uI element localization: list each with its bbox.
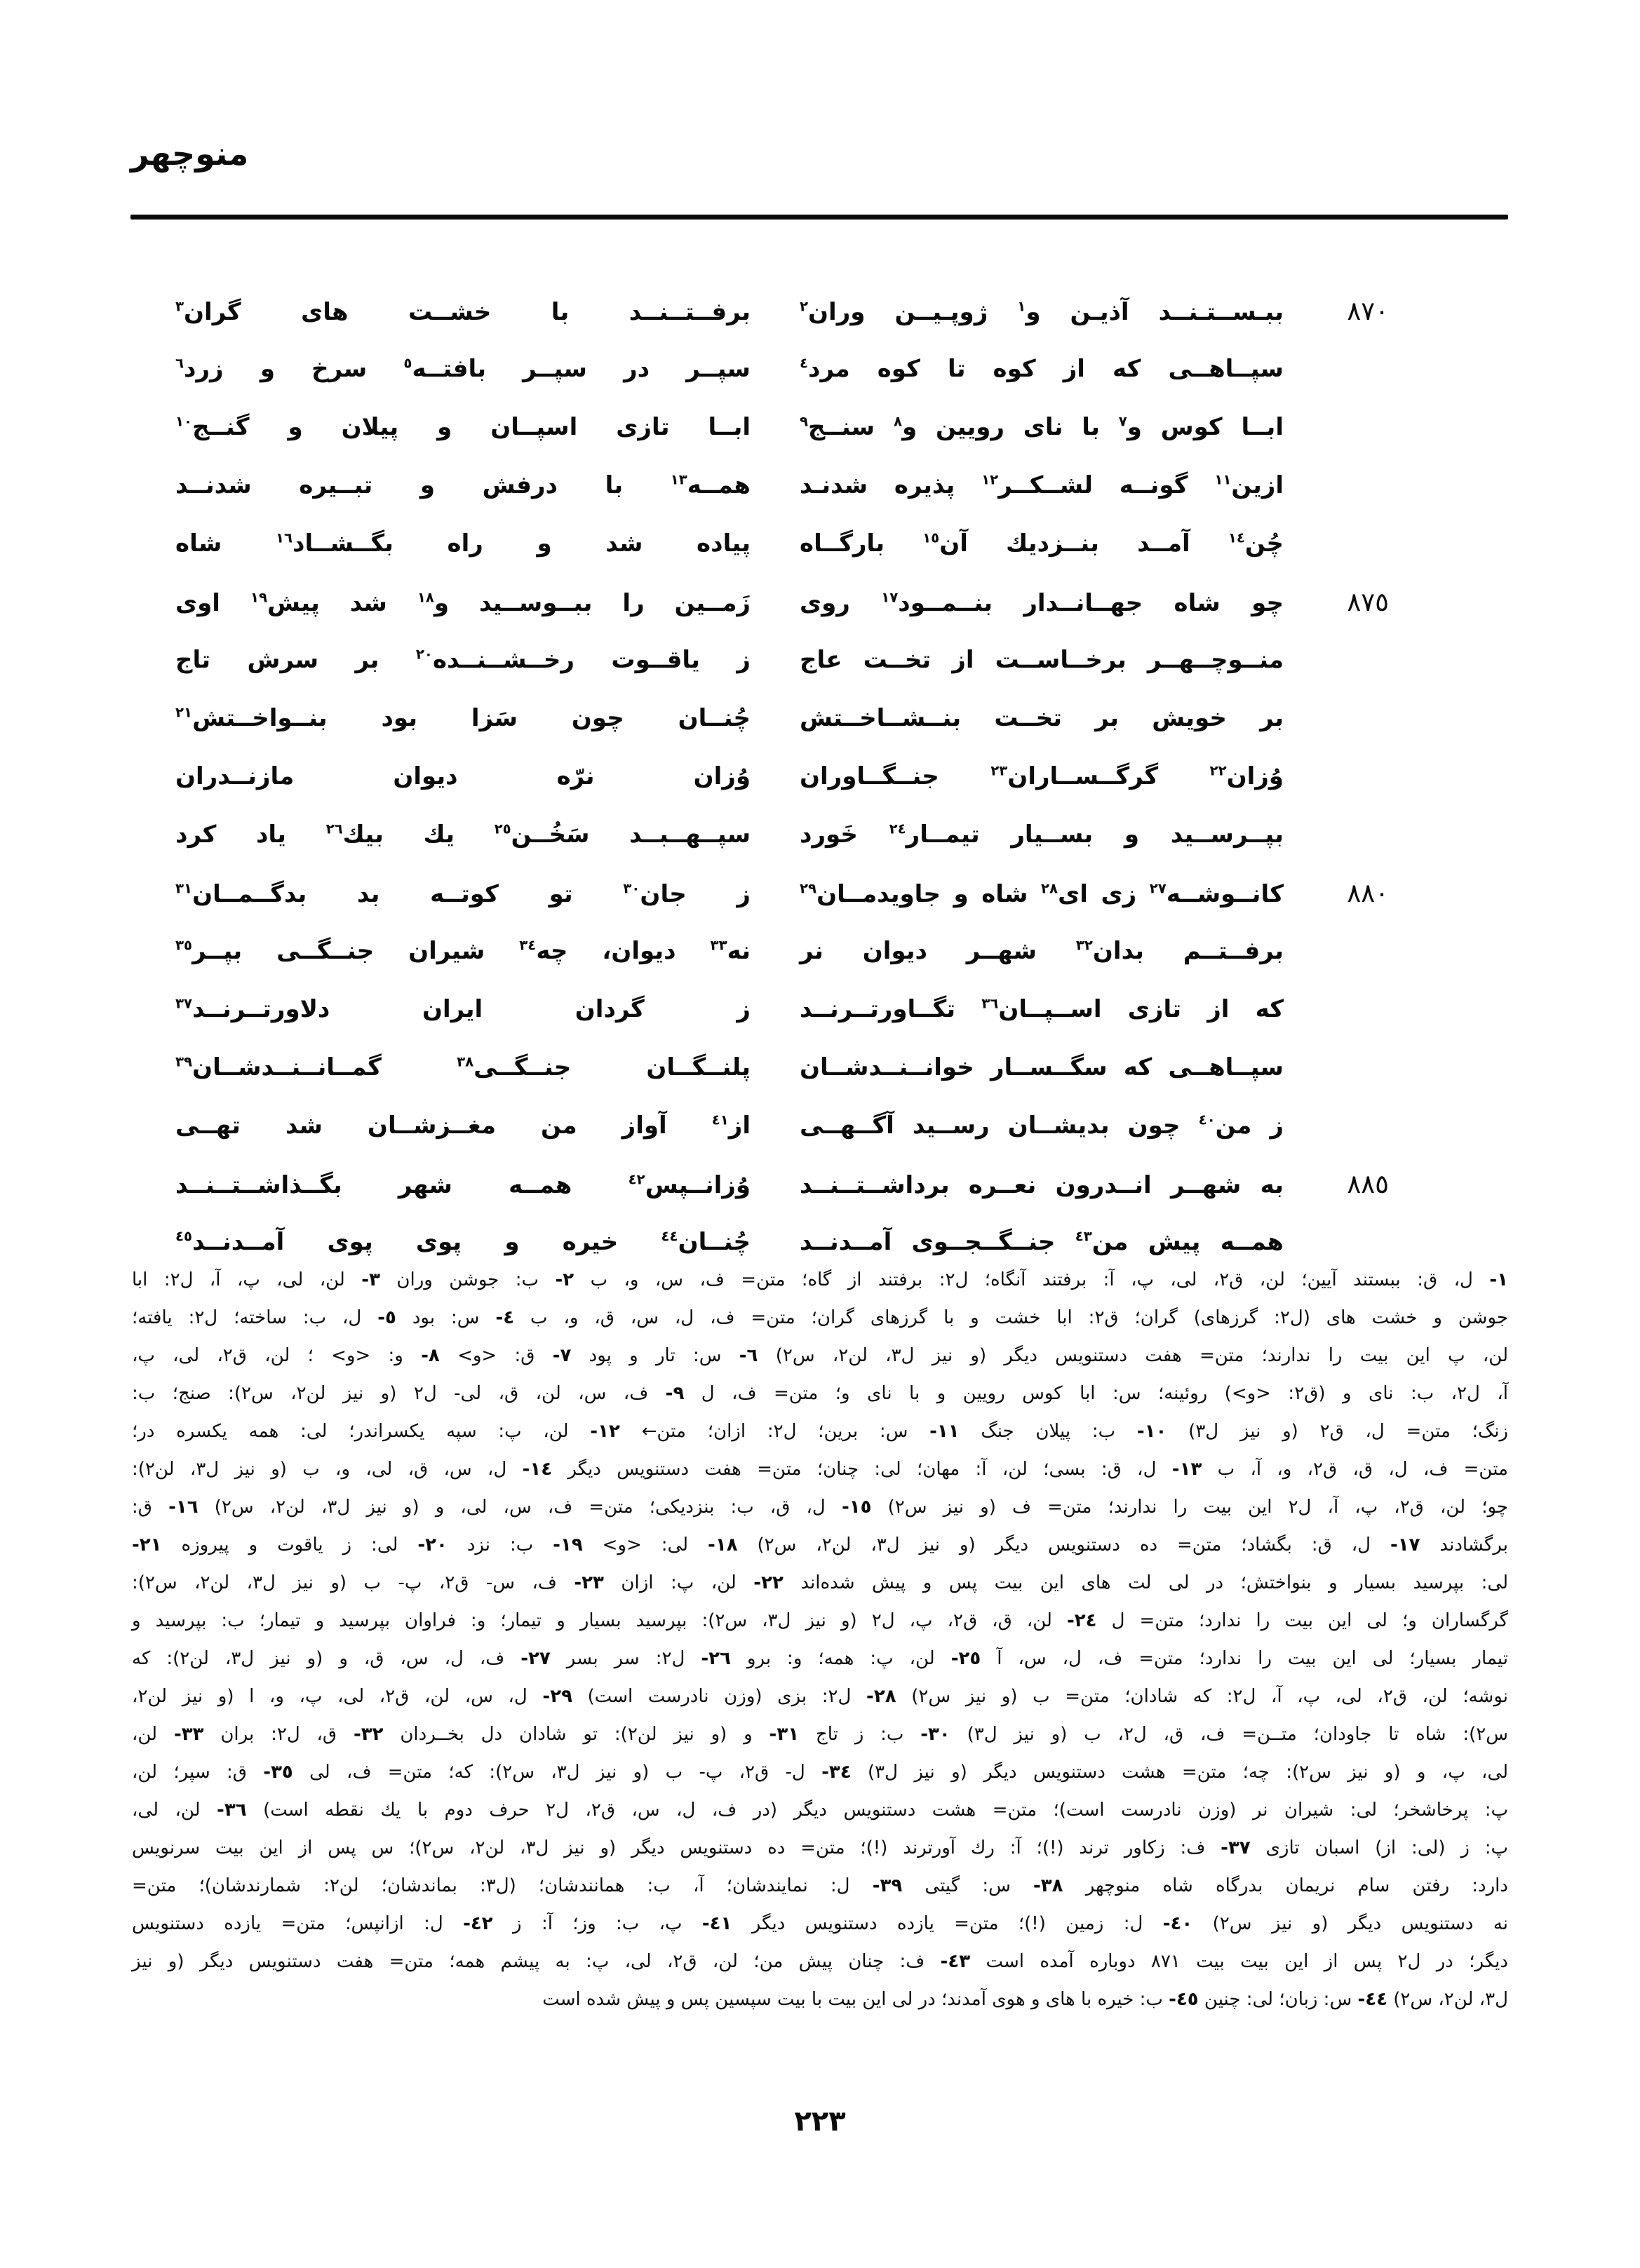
footnote-marker: ٢ — [800, 298, 809, 315]
apparatus-line: جوشن و خشت های (ل٢: گرزهای) گران؛ ق٢: ابا خشت و با گرزهای گران؛ متن= ف، ل، س، ق، و، ب ٤- س: بود ٥- ل، ب: ساخته؛ ل٢: یافته؛ — [132, 1307, 1508, 1328]
hemistich-first: ز من$^{٤٠}$ چون بدیشــان رســید آگــهــی — [800, 1112, 1284, 1140]
hemistich-second: چُنــان چون سَزا بود بنــواخــتش$^{٢١}$ — [175, 704, 751, 732]
apparatus-line: لن، پ این بیت را ندارند؛ متن= هفت دستنویس دیگر (و نیز ل٣، لن٢، س٢) ٦- س: تار و پود ٧- ق: <و> ٨- و: <و> ؛ لن، ق٢، لی، پ، — [132, 1345, 1509, 1366]
footnote-marker: ٣٠ — [623, 880, 640, 897]
footnote-marker: ٢٦ — [325, 821, 343, 837]
footnote-marker: ٢٨ — [1041, 880, 1058, 897]
footnote-marker: ١٠ — [175, 413, 193, 430]
footnote-marker: ٣١ — [175, 880, 193, 897]
footnote-marker: ٢٣ — [990, 762, 1008, 779]
hemistich-first: بر خویش بر تخــت بنــشــاخــتش — [800, 704, 1284, 732]
critical-apparatus-footnotes — [132, 1261, 1508, 2018]
footnote-marker: ١١ — [1214, 471, 1232, 488]
apparatus-line: چو؛ لن، ق٢، پ، آ، ل٢ این بیت را ندارند؛ متن= ف (و نیز س٢) ١٥- ل، ق، ب: بنزدیکی؛ متن= ف، س، لی، و (و نیز ل٣، لن٢، س٢) ١٦- ق: — [132, 1497, 1508, 1518]
footnote-marker: ٣٩ — [175, 1053, 193, 1070]
apparatus-line: متن= ف، ل، ق، ق٢، و، آ، ب ١٣- ل، ق: بسی؛ لن، آ: مهان؛ لی: چنان؛ متن= هفت دستنویس دیگر ١٤- ل، س، ق، لی، و، ب (و نیز ل٣، لن٢): — [132, 1459, 1508, 1480]
verse-number: ٨٨٠ — [1347, 878, 1389, 908]
footnote-marker: ٥ — [403, 355, 412, 372]
footnote-marker: ١٢ — [981, 471, 999, 488]
footnote-marker: ٢٤ — [889, 821, 906, 837]
footnote-marker: ٢١ — [175, 704, 193, 721]
footnote-marker: ١٥ — [922, 529, 940, 546]
hemistich-second: سپــهــبــد سَخُــن$^{٢٥}$ یك بیك$^{٢٦}$ یاد کرد — [175, 821, 751, 849]
apparatus-line: ل٣، لن٢، س٢) ٤٤- س: زبان؛ لی: چنین ٤٥- ب: خیره با های و هوی آمدند؛ در لی این بیت با بیت سپسین پس و پیش شده است — [542, 1989, 1508, 2010]
verse-row — [175, 282, 1389, 340]
footnote-marker: ٢٢ — [1209, 762, 1227, 779]
verse-row — [175, 864, 1389, 922]
footnote-marker: ٦ — [175, 355, 184, 372]
poem-columns — [175, 282, 1389, 1271]
apparatus-line: دارد: رفتن سام نریمان بدرگاه شاه منوچهر ٣٨- س: گیتی ٣٩- ل: نمایندشان؛ آ، ب: همانندشان؛ (ل٣: بماندشان؛ لن٢: شمارندشان)؛ متن= — [132, 1875, 1508, 1896]
footnote-marker: ٤٥ — [175, 1228, 193, 1245]
footnote-marker: ٣٢ — [1075, 937, 1093, 954]
hemistich-second: سپــر در سپــر بافتــه$^٥$ سرخ و زرد$^٦$ — [175, 355, 751, 383]
hemistich-second: چُنــان$^{٤٤}$ خیره و پوی پوی آمــدنــد$^{٤٥}$ — [175, 1228, 751, 1256]
apparatus-line: پ: پرخاشخر؛ لی: شیران نر (وزن نادرست است)؛ متن= هشت دستنویس دیگر (در ف، ل، س، ق٢، ل٢ حرف دوم با یك نقطه است) ٣٦- لن، لی، — [132, 1800, 1508, 1821]
apparatus-line: برگشادند ١٧- ل، ق: بگشاد؛ متن= ده دستنویس دیگر (و نیز ل٣، لن٢، س٢) ١٨- لی: <و> ١٩- ب: نزد ٢٠- لی: ز یاقوت و پیروزه ٢١- — [132, 1534, 1508, 1555]
apparatus-line: زنگ؛ متن= ل، ق٢ (و نیز ل٣) ١٠- ب: پیلان جنگ ١١- س: برین؛ ل٢: ازان؛ متن← ١٢- لن، پ: سپه یکسراندر؛ لی: همه یکسره در؛ — [132, 1421, 1508, 1442]
footnote-marker: ٣٣ — [710, 937, 727, 954]
footnote-marker: ٣٧ — [175, 995, 193, 1012]
apparatus-line: پ: ز (لی: از) اسبان تازی ٣٧- ف: زکاور ترند (!)؛ آ: رك آورترند (!)؛ متن= ده دستنویس دیگر (و نیز ل٣، لن٢، س٢)؛ س پس از این بیت سرنویس — [132, 1837, 1508, 1858]
hemistich-second: وُزانــپس$^{٤٢}$ همــه شهر بگــذاشــتــنــد — [175, 1171, 751, 1199]
verse-row — [175, 806, 1389, 864]
header-rule — [130, 215, 1508, 220]
verse-row — [175, 1097, 1389, 1155]
footnote-marker: ١٦ — [275, 529, 293, 546]
verse-number: ٨٧٠ — [1347, 296, 1389, 326]
apparatus-line: لی، پ، و (و نیز س٢): چه؛ متن= هشت دستنویس دیگر (و نیز ل٣) ٣٤- ل- ق٢، پ- ب (و نیز ل٣، س٢): که؛ متن= ف، لی ٣٥- ق: سپر؛ لن، — [132, 1762, 1508, 1783]
running-head — [130, 135, 248, 173]
footnote-marker: ٢٠ — [415, 646, 433, 663]
verse-row — [175, 1155, 1389, 1213]
verse-row — [175, 689, 1389, 748]
hemistich-second: وُزان نرّه دیوان مازنــدران — [175, 762, 751, 790]
verse-row — [175, 573, 1389, 631]
hemistich-first: ابــا کوس و$^٧$ با نای رویین و$^٨$ سنــج$^٩$ — [800, 413, 1284, 441]
hemistich-first: کانــوشــه$^{٢٧}$ زی ای$^{٢٨}$ شاه و جاویدمــان$^{٢٩}$ — [800, 880, 1284, 908]
apparatus-line: لی: بپرسید بسیار و بنواختش؛ در لی لت های این بیت پس و پیش شده‌اند ٢٢- لن، پ: ازان ٢٣- ف، س- ق٢، پ- ب (و نیز ل٣، لن٢، س٢): — [132, 1572, 1509, 1593]
hemistich-second: نه$^{٣٣}$ دیوان، چه$^{٣٤}$ شیران جنــگــی بپــر$^{٣٥}$ — [175, 937, 751, 965]
footnote-marker: ٤٠ — [1198, 1112, 1216, 1128]
hemistich-second: همــه$^{١٣}$ با درفش و تبــیره شدنــد — [175, 471, 751, 499]
apparatus-line: تیمار بسیار؛ لی این بیت را ندارد؛ متن= ف، ل، س، آ ٢٥- لن، پ: همه؛ و: برو ٢٦- ل٢: سر بسر ٢٧- ف، ل، س، ق، و (و نیز ل٣، لن٢): که — [132, 1648, 1508, 1669]
footnote-marker: ٤٣ — [1075, 1228, 1092, 1245]
footnote-marker: ١ — [1017, 298, 1026, 315]
page-number: ٢٢٣ — [794, 2105, 846, 2138]
hemistich-second: زَمــین را ببــوســید و$^{١٨}$ شد پیش$^{١٩}$ اوی — [175, 589, 751, 617]
footnote-marker: ٣٦ — [981, 995, 999, 1012]
footnote-marker: ٧ — [1118, 413, 1127, 430]
apparatus-line: گرگساران و؛ لی این بیت را ندارد؛ متن= ل ٢٤- لن، ق، ق٢، پ، ل٢ (و نیز ل٣، س٢): بپرسید بسیار و تیمار؛ و: فراوان بپرسید و تیمار؛ ب: بپرسید و — [132, 1610, 1509, 1631]
verse-row — [175, 922, 1389, 980]
verse-row — [175, 398, 1389, 457]
footnote-marker: ٨ — [893, 413, 902, 430]
footnote-marker: ٤٤ — [661, 1228, 678, 1245]
hemistich-second: پلنــگــان جنــگــی$^{٣٨}$ گمــانــنــدشــان$^{٣٩}$ — [175, 1053, 751, 1081]
apparatus-line: نه دستنویس دیگر (و نیز س٢) ٤٠- ل: زمین (!)؛ متن= یازده دستنویس دیگر ٤١- پ، ب: وز؛ آ: ز ٤٢- ل: ازانپس؛ متن= یازده دستنویس — [132, 1913, 1508, 1934]
footnote-marker: ١٣ — [670, 471, 687, 488]
verse-row — [175, 748, 1389, 806]
hemistich-second: ابــا تازی اسپــان و پیلان و گنــج$^{١٠}$ — [175, 413, 751, 441]
hemistich-first: برفــتــم بدان$^{٣٢}$ شهــر دیوان نر — [800, 937, 1284, 965]
footnote-marker: ٣٤ — [519, 937, 537, 954]
hemistich-first: منــوچــهــر برخــاســت از تخــت عاج — [800, 646, 1284, 674]
verse-row — [175, 980, 1389, 1039]
verse-row — [175, 340, 1389, 398]
apparatus-line: ١- ل، ق: ببستند آیین؛ لن، ق٢، لی، پ، آ: برفتند آنگاه؛ ل٢: برفتند از گاه؛ متن= ف، س، و، ب ٢- ب: جوشن وران ٣- لن، لی، پ، آ، ل٢: ابا — [132, 1269, 1508, 1290]
footnote-marker: ١٧ — [881, 589, 899, 606]
apparatus-line: آ، ل٢، ب: نای و (ق٢: <و>) روئینه؛ س: ابا کوس رویین و با نای و؛ متن= ف، ل ٩- ف، س، لن، ق، لی- ل٢ (و نیز لن٢، س٢): صنج؛ ب: — [132, 1383, 1508, 1404]
apparatus-line: س٢): شاه تا جاودان؛ متــن= ف، ق، ل٢، ب (و نیز ل٣) ٣٠- ب: ز تاج ٣١- و (و نیز لن٢): تو شادان دل بخــردان ٣٢- ق، ل٢: بران ٣٣- لن، — [132, 1724, 1508, 1745]
hemistich-first: بپــرســید و بســیار تیمــار$^{٢٤}$ خَورد — [800, 821, 1284, 849]
footnote-marker: ١٨ — [417, 589, 434, 606]
verse-number: ٨٧٥ — [1347, 587, 1389, 617]
hemistich-second: ز یاقــوت رخــشــنــده$^{٢٠}$ بر سرش تاج — [175, 646, 751, 674]
verse-row — [175, 457, 1389, 515]
hemistich-second: ز جان$^{٣٠}$ تو کوتــه بد بدگــمــان$^{٣١}$ — [175, 880, 751, 908]
hemistich-second: پیاده شد و راه بگــشــاد$^{١٦}$ شاه — [175, 529, 751, 558]
hemistich-second: ز گردان ایران دلاورتــرنــد$^{٣٧}$ — [175, 995, 751, 1023]
page-title: منوچهر — [130, 135, 249, 173]
verse-row — [175, 515, 1389, 573]
verse-row — [175, 1039, 1389, 1097]
footnote-marker: ٣ — [175, 298, 184, 315]
footnote-marker: ٢٥ — [494, 821, 511, 837]
hemistich-first: ببـســتـنــد آذیـن و$^١$ ژوپـیــن وران$^٢$ — [800, 298, 1284, 326]
footnote-marker: ٢٧ — [1149, 880, 1167, 897]
hemistich-first: وُزان$^{٢٢}$ گرگــســاران$^{٢٣}$ جنــگــاوران — [800, 762, 1284, 790]
footnote-marker: ٢٩ — [800, 880, 817, 897]
footnote-marker: ٤١ — [711, 1112, 729, 1128]
footnote-marker: ٩ — [800, 413, 809, 430]
hemistich-second: از$^{٤١}$ آواز من مغــزشــان شد تهــی — [175, 1112, 751, 1140]
hemistich-first: ازین$^{١١}$ گونــه لشــکــر$^{١٢}$ پذیره شدنـد — [800, 471, 1284, 499]
footnote-marker: ٣٨ — [457, 1053, 474, 1070]
footnote-marker: ٤٢ — [628, 1171, 645, 1188]
hemistich-first: چُن$^{١٤}$ آمــد بنــزدیك آن$^{١٥}$ بارگــاه — [800, 529, 1284, 558]
hemistich-first: سپــاهــی که از کوه تا کوه مرد$^٤$ — [800, 355, 1284, 383]
hemistich-first: چو شاه جهــانــدار بنــمــود$^{١٧}$ روی — [800, 589, 1284, 617]
apparatus-line: دیگر؛ در ل٢ پس از این بیت بیت ٨٧١ دوباره آمده است ٤٣- ف: چنان پیش من؛ لن، ق٢، لی، پ: به پیشم همه؛ متن= هفت دستنویس دیگر (و نیز — [132, 1951, 1508, 1972]
footnote-marker: ١٩ — [250, 589, 268, 606]
hemistich-first: همــه پیش من$^{٤٣}$ جنــگــجــوی آمــدنــد — [800, 1228, 1284, 1256]
hemistich-first: که از تازی اســپــان$^{٣٦}$ تگــاورتــرنــد — [800, 995, 1284, 1023]
verse-number: ٨٨٥ — [1347, 1169, 1389, 1199]
footnote-marker: ٤ — [800, 355, 809, 372]
hemistich-second: برفــتــنــد با خشــت های گران$^٣$ — [175, 298, 751, 326]
hemistich-first: سپــاهــی که سگــســار خوانــنــدشــان — [800, 1053, 1284, 1081]
verse-row — [175, 631, 1389, 689]
footnote-marker: ٣٥ — [175, 937, 193, 954]
apparatus-line: نوشه؛ لن، ق٢، لی، پ، آ، ل٢: که شادان؛ متن= ب (و نیز س٢) ٢٨- ل٢: بزی (وزن نادرست است) ٢٩- ل، س، لن، ق٢، لی، پ، و، ا (و نیز لن٢، — [132, 1686, 1509, 1707]
footnote-marker: ١٤ — [1228, 529, 1245, 546]
hemistich-first: به شهــر انــدرون نعــره برداشــتــنــد — [800, 1171, 1284, 1199]
